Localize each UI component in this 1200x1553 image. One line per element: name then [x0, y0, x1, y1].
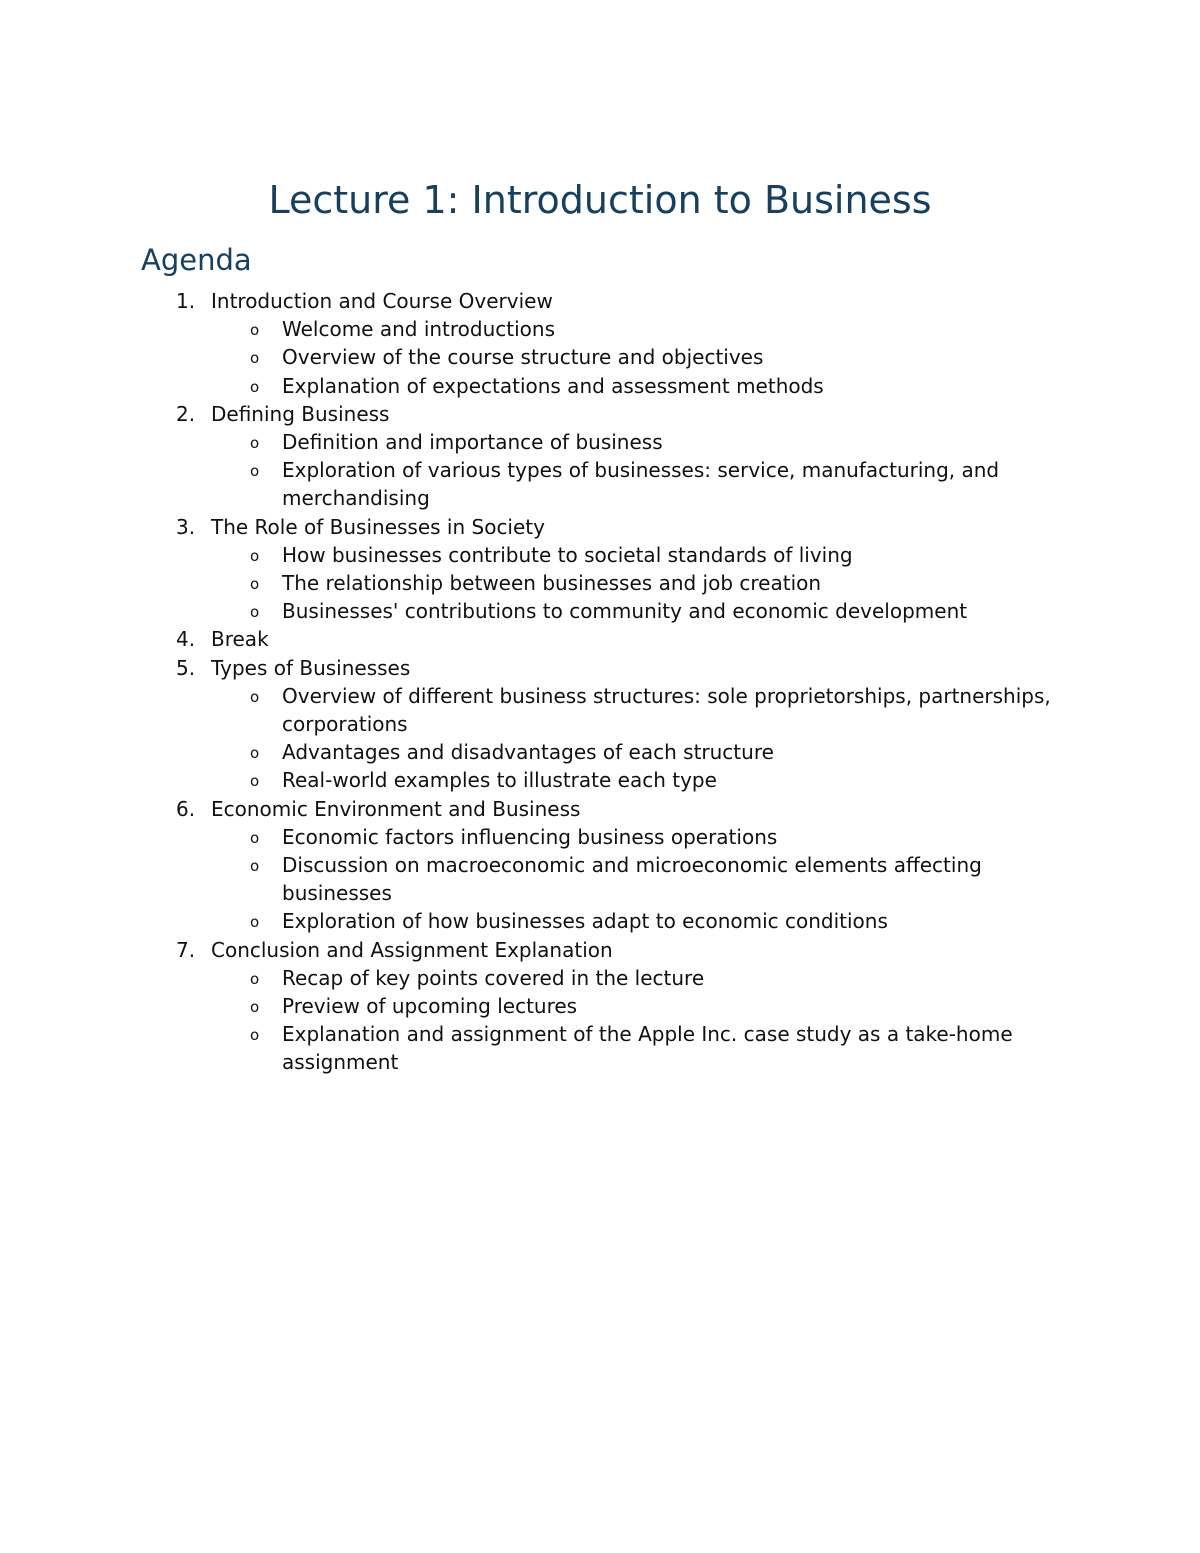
agenda-subitem [0, 851, 1200, 907]
agenda-item-label: Introduction and Course Overview [211, 289, 553, 313]
bullet-icon: o [250, 462, 260, 481]
bullet-icon: o [250, 744, 260, 763]
agenda-subitem-text: How businesses contribute to societal standards of living [282, 542, 853, 567]
agenda-subitem [0, 372, 1200, 400]
bullet-icon: o [250, 434, 260, 453]
agenda-subitem-text: Overview of different business structures: sole proprietorships, partnerships, corporations [282, 683, 1051, 737]
bullet-icon: o [250, 969, 260, 988]
bullet-icon: o [250, 1026, 260, 1045]
bullet-icon: o [250, 349, 260, 368]
agenda-item [0, 625, 1200, 653]
agenda-subitem [0, 569, 1200, 597]
agenda-subitem [0, 992, 1200, 1020]
agenda-subitem [0, 823, 1200, 851]
agenda-subitem [0, 428, 1200, 456]
agenda-item-number: 3. [176, 514, 196, 539]
agenda-subitem [0, 315, 1200, 343]
agenda-subitem-text: Recap of key points covered in the lecture [282, 965, 705, 990]
agenda-item-label: The Role of Businesses in Society [211, 514, 545, 539]
agenda-item-number: 2. [176, 401, 196, 426]
agenda-sublist [0, 964, 1200, 1077]
agenda-subitem [0, 964, 1200, 992]
agenda-item-number: 4. [176, 627, 196, 652]
agenda-subitem-text: Preview of upcoming lectures [282, 994, 578, 1019]
agenda-item [0, 400, 1200, 513]
bullet-icon: o [250, 772, 260, 791]
agenda-sublist [0, 315, 1200, 400]
agenda-item [0, 795, 1200, 936]
agenda-item [0, 654, 1200, 795]
agenda-subitem-text: Real-world examples to illustrate each type [282, 768, 717, 793]
agenda-subitem [0, 597, 1200, 625]
agenda-item-number: 7. [176, 937, 196, 962]
agenda-subitem-text: Exploration of how businesses adapt to economic conditions [282, 909, 888, 934]
agenda-item-label: Break [211, 627, 269, 652]
agenda-subitem-text: Explanation of expectations and assessment methods [282, 373, 824, 398]
agenda-list [0, 287, 1200, 1077]
bullet-icon: o [250, 321, 260, 340]
agenda-subitem-text: Exploration of various types of businesses: service, manufacturing, and merchandising [282, 458, 1000, 511]
agenda-subitem-text: Discussion on macroeconomic and microeconomic elements affecting businesses [282, 853, 982, 906]
bullet-icon: o [250, 828, 260, 847]
agenda-item-number: 6. [176, 796, 196, 821]
agenda-subitem [0, 343, 1200, 371]
agenda-item-label: Defining Business [211, 401, 390, 426]
bullet-icon: o [250, 687, 260, 706]
agenda-subitem-text: Economic factors influencing business operations [282, 824, 778, 849]
agenda-subitem [0, 766, 1200, 794]
agenda-subitem [0, 456, 1200, 512]
agenda-item [0, 936, 1200, 1077]
agenda-heading: Agenda [141, 243, 252, 277]
document-title: Lecture 1: Introduction to Business [268, 178, 932, 222]
agenda-item-label: Conclusion and Assignment Explanation [211, 937, 613, 962]
agenda-subitem-text: The relationship between businesses and job creation [282, 571, 822, 596]
agenda-item-number: 5. [176, 655, 196, 680]
bullet-icon: o [250, 857, 260, 876]
agenda-subitem [0, 738, 1200, 766]
agenda-item-number: 1. [176, 289, 196, 313]
agenda-item [0, 513, 1200, 626]
agenda-item-label: Types of Businesses [211, 655, 411, 680]
agenda-subitem-text: Definition and importance of business [282, 430, 663, 455]
agenda-subitem-text: Overview of the course structure and objectives [282, 345, 764, 370]
agenda-subitem-text: Advantages and disadvantages of each structure [282, 740, 774, 765]
bullet-icon: o [250, 913, 260, 932]
agenda-sublist [0, 682, 1200, 795]
agenda-subitem [0, 682, 1200, 738]
agenda-subitem [0, 541, 1200, 569]
bullet-icon: o [250, 377, 260, 396]
agenda-subitem-text: Explanation and assignment of the Apple Inc. case study as a take-home assignment [282, 1022, 1013, 1075]
agenda-subitem-text: Welcome and introductions [282, 317, 556, 342]
agenda-item [0, 287, 1200, 400]
agenda-subitem [0, 907, 1200, 935]
bullet-icon: o [250, 575, 260, 594]
agenda-subitem-text: Businesses' contributions to community and economic development [282, 599, 968, 624]
agenda-subitem [0, 1020, 1200, 1076]
bullet-icon: o [250, 546, 260, 565]
bullet-icon: o [250, 998, 260, 1017]
bullet-icon: o [250, 603, 260, 622]
agenda-item-label: Economic Environment and Business [211, 796, 581, 821]
agenda-sublist [0, 823, 1200, 936]
agenda-sublist [0, 428, 1200, 513]
agenda-sublist [0, 541, 1200, 626]
